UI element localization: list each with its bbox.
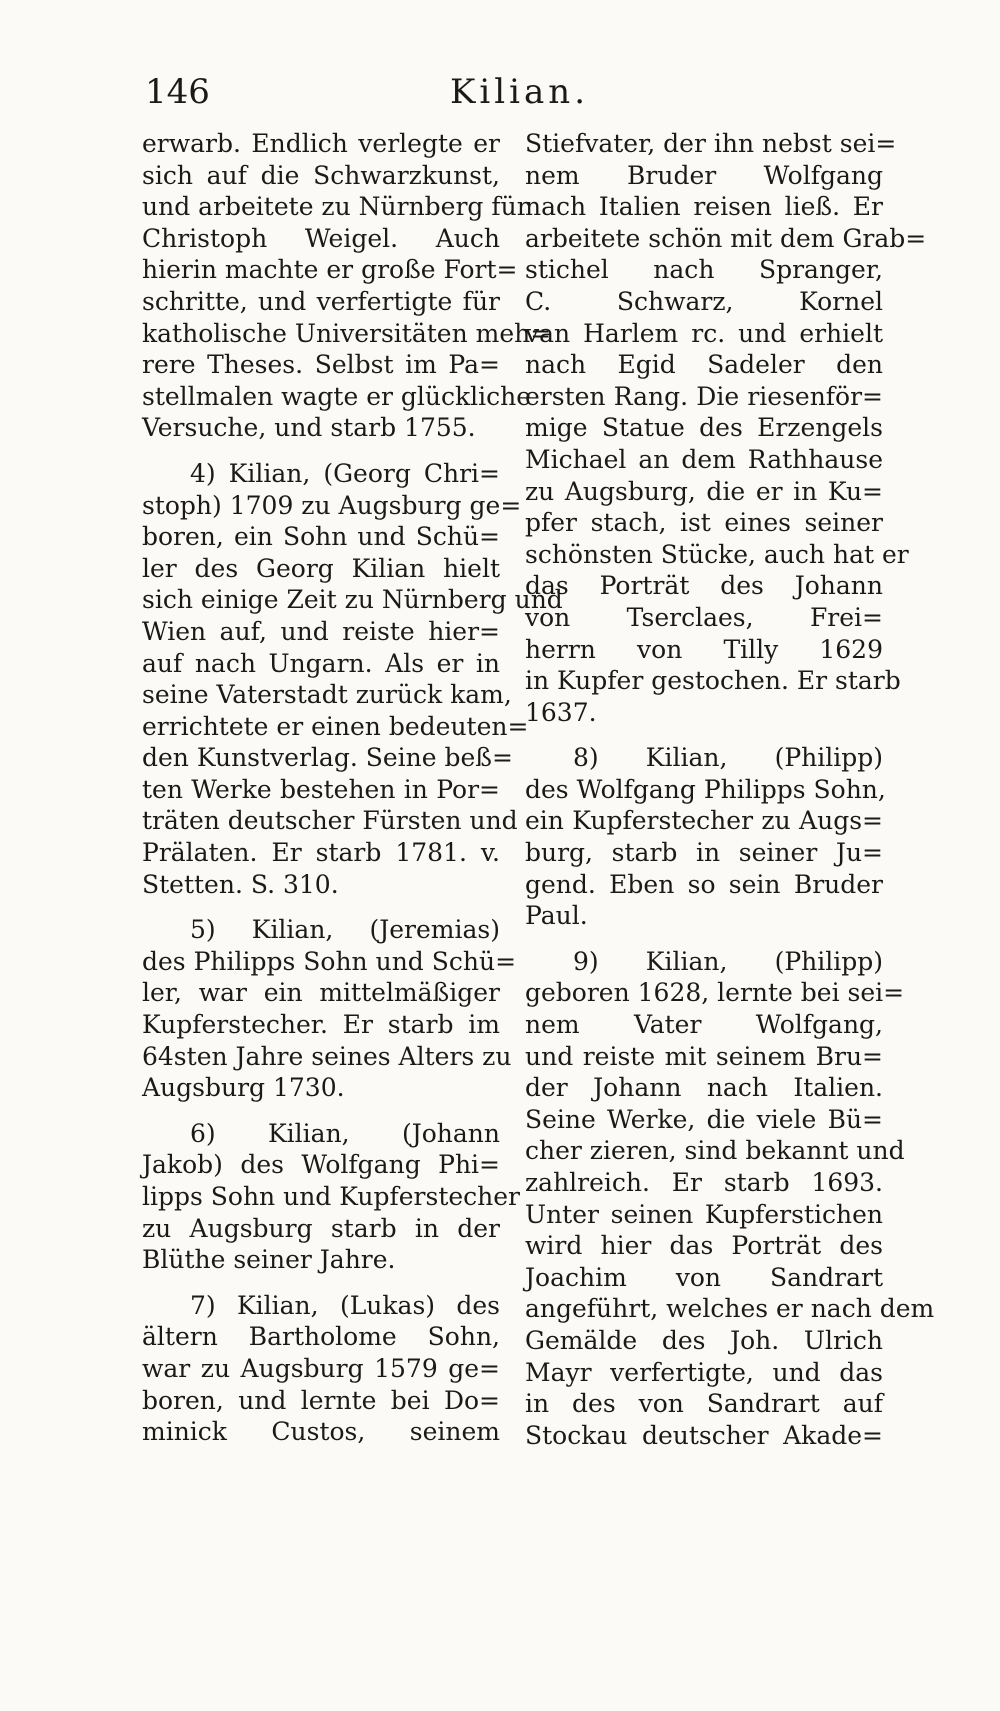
page-number: 146 [145,72,210,112]
text-line: zu Augsburg, die er in Ku= [525,476,883,506]
right-text-column [525,128,935,1688]
text-line: 1637. [525,697,597,727]
text-line: Stockau deutscher Akade= [525,1420,883,1450]
text-line: stellmalen wagte er glückliche [142,381,532,411]
text-line: 9) Kilian, (Philipp) [573,946,883,976]
text-line: zahlreich. Er starb 1693. [525,1168,883,1197]
text-line: Kupferstecher. Er starb im [142,1010,500,1040]
text-line: hierin machte er große Fort= [142,255,518,285]
text-line: schönsten Stücke, auch hat er [525,539,909,569]
text-line: mige Statue des Erzengels [525,413,883,443]
text-line: Blüthe seiner Jahre. [142,1245,396,1275]
text-line: ler des Georg Kilian hielt [142,553,500,583]
text-line: Michael an dem Rathhause [525,444,883,474]
text-line: auf nach Ungarn. Als er in [142,648,500,678]
running-head: Kilian. [450,72,589,112]
text-line: stichel nach Spranger, [525,255,883,285]
text-line: Unter seinen Kupferstichen [525,1199,883,1229]
text-line: stoph) 1709 zu Augsburg ge= [142,490,522,520]
text-line: Paul. [525,901,588,931]
text-line: gend. Eben so sein Bruder [525,869,883,899]
text-line: und arbeitete zu Nürnberg für [142,192,529,222]
text-line: Wien auf, und reiste hier= [142,616,500,646]
text-line: und reiste mit seinem Bru= [525,1041,883,1071]
paragraph-gap [142,1276,500,1290]
page-header [145,72,890,122]
text-line: Seine Werke, die viele Bü= [525,1104,883,1134]
text-line: 5) Kilian, (Jeremias) [190,915,500,945]
text-line: 4) Kilian, (Georg Chri= [190,458,500,488]
text-line: katholische Universitäten meh= [142,318,552,348]
text-line: 8) Kilian, (Philipp) [573,743,883,773]
text-line: war zu Augsburg 1579 ge= [142,1353,500,1383]
text-line: 7) Kilian, (Lukas) des [190,1290,500,1320]
text-line: erwarb. Endlich verlegte er [142,129,500,158]
text-line: in Kupfer gestochen. Er starb [525,666,901,696]
text-line: seine Vaterstadt zurück kam, [142,680,512,710]
text-line: geboren 1628, lernte bei sei= [525,978,905,1008]
text-line: sich einige Zeit zu Nürnberg und [142,585,563,615]
text-line: boren, und lernte bei Do= [142,1385,500,1415]
text-line: zu Augsburg starb in der [142,1213,500,1243]
text-line: nem Bruder Wolfgang [525,160,883,190]
text-line: cher zieren, sind bekannt und [525,1136,905,1166]
text-line: ersten Rang. Die riesenför= [525,381,883,411]
text-line: C. Schwarz, Kornel [525,286,883,316]
text-line: rere Theses. Selbst im Pa= [142,350,500,380]
text-line: in des von Sandrart auf [525,1389,883,1419]
text-line: ältern Bartholome Sohn, [142,1322,500,1352]
text-line: nem Vater Wolfgang, [525,1010,883,1040]
text-line: wird hier das Porträt des [525,1231,883,1261]
text-line: pfer stach, ist eines seiner [525,508,883,538]
text-line: 64sten Jahre seines Alters zu [142,1041,512,1071]
text-line: ein Kupferstecher zu Augs= [525,806,883,836]
text-line: Stetten. S. 310. [142,869,339,899]
text-line: Mayr verfertigte, und das [525,1357,883,1387]
text-line: des Philipps Sohn und Schü= [142,946,517,976]
text-line: van Harlem rc. und erhielt [525,318,883,348]
text-line: nach Italien reisen ließ. Er [525,192,883,222]
text-line: sich auf die Schwarzkunst, [142,160,500,190]
paragraph-gap [142,1104,500,1118]
text-line: boren, ein Sohn und Schü= [142,522,500,552]
paragraph-gap [525,728,883,742]
text-line: des Wolfgang Philipps Sohn, [525,774,886,804]
text-line: minick Custos, seinem [142,1417,500,1447]
text-line: ten Werke bestehen in Por= [142,774,500,804]
text-line: angeführt, welches er nach dem [525,1294,935,1324]
text-line: das Porträt des Johann [525,571,883,601]
paragraph-gap [142,444,500,458]
text-line: Gemälde des Joh. Ulrich [525,1325,883,1355]
text-line: lipps Sohn und Kupferstecher [142,1182,521,1211]
text-line: Prälaten. Er starb 1781. v. [142,838,500,868]
text-line: nach Egid Sadeler den [525,350,883,380]
text-line: der Johann nach Italien. [525,1073,883,1103]
paragraph-gap [142,900,500,914]
text-line: errichtete er einen bedeuten= [142,711,529,741]
text-line: von Tserclaes, Frei= [525,602,883,632]
text-line: Joachim von Sandrart [525,1262,883,1292]
paragraph-gap [525,932,883,946]
text-line: Christoph Weigel. Auch [142,223,500,253]
text-line: herrn von Tilly 1629 [525,634,883,664]
text-line: burg, starb in seiner Ju= [525,838,883,868]
text-line: den Kunstverlag. Seine beß= [142,743,513,773]
text-line: Jakob) des Wolfgang Phi= [142,1150,500,1180]
text-line: Augsburg 1730. [142,1073,345,1103]
text-line: ler, war ein mittelmäßiger [142,978,500,1008]
text-line: schritte, und verfertigte für [142,286,500,316]
text-line: arbeitete schön mit dem Grab= [525,223,927,253]
text-line: Stiefvater, der ihn nebst sei= [525,129,897,158]
text-line: 6) Kilian, (Johann [190,1118,500,1148]
text-line: Versuche, und starb 1755. [142,413,476,443]
text-line: träten deutscher Fürsten und [142,806,518,836]
